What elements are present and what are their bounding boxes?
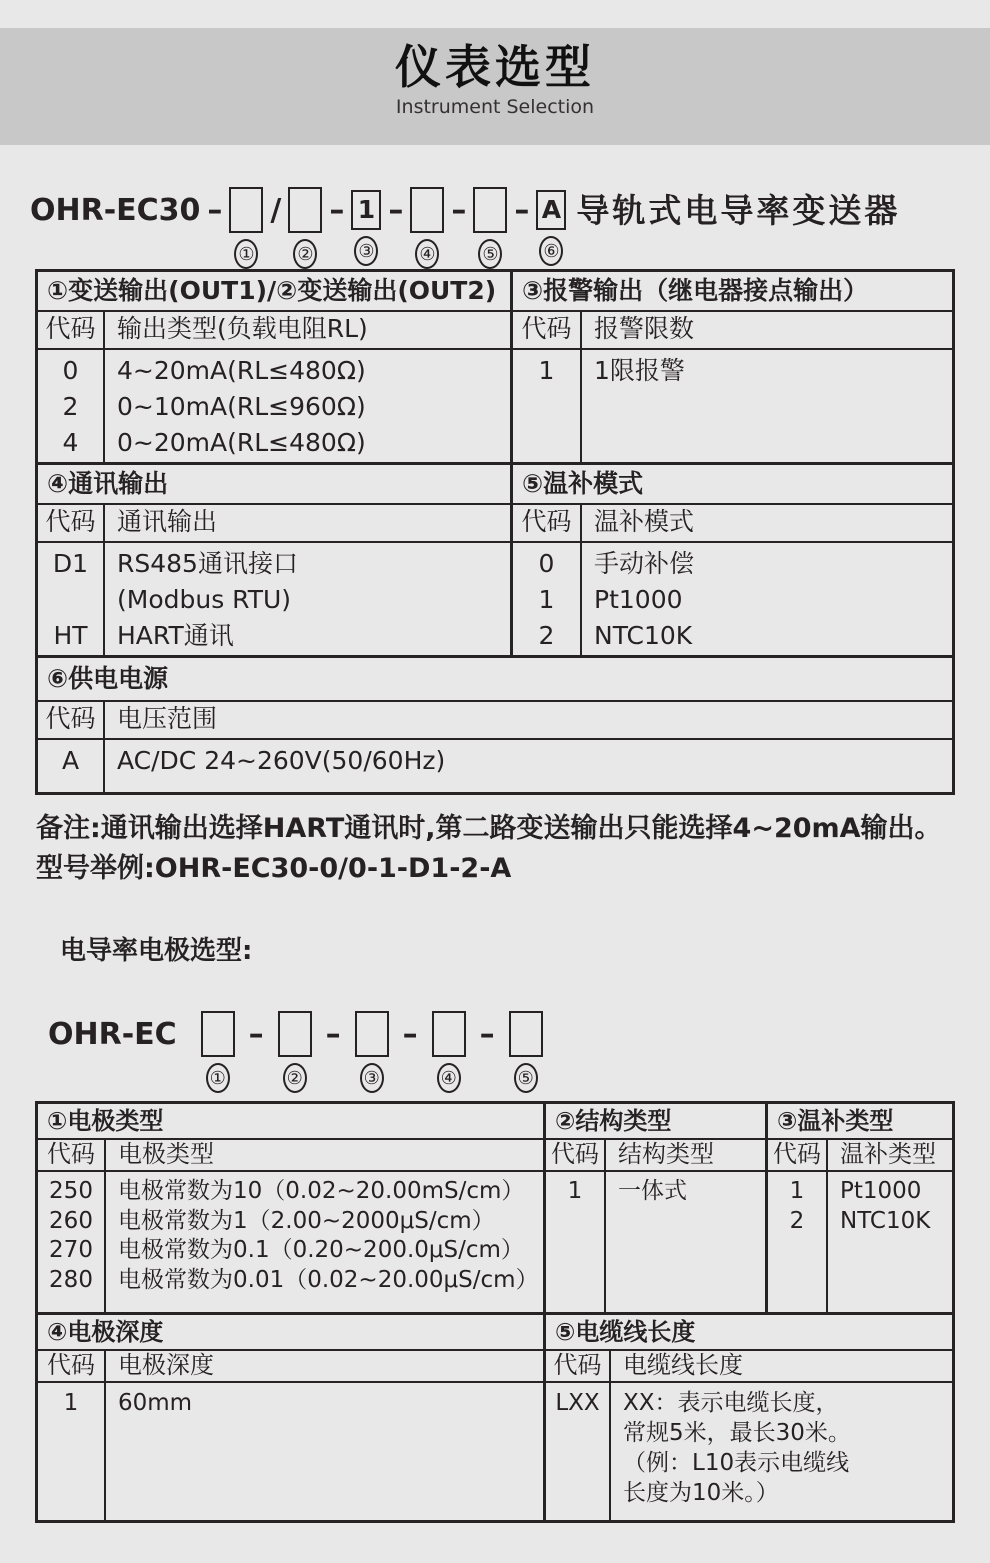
model-box-3: 1 — [351, 190, 381, 230]
desc-header-cell: 报警限数 — [594, 314, 695, 343]
section-header-row — [38, 1351, 543, 1383]
model-box-4 — [410, 187, 444, 233]
code-header-cell: 代码 — [546, 1351, 611, 1381]
circled-number-3: ③ — [360, 1063, 384, 1093]
code-cell — [38, 543, 105, 655]
desc-value: NTC10K — [594, 621, 693, 650]
model-separator: / — [270, 193, 282, 228]
code-value: 0 — [62, 356, 79, 385]
circled-number-5: ⑤ — [514, 1063, 538, 1093]
model-slot-1 — [229, 187, 263, 269]
circled-number-3: ③ — [354, 236, 378, 266]
desc-value: 0~20mA(RL≤480Ω) — [117, 428, 366, 457]
section-title: ⑤温补模式 — [513, 465, 952, 505]
desc-value: AC/DC 24~260V(50/60Hz) — [117, 746, 446, 775]
model-box-1 — [229, 187, 263, 233]
model-slot-6 — [536, 187, 566, 266]
electrode-selection-table — [35, 1101, 955, 1523]
model-prefix: OHR-EC — [48, 1017, 177, 1052]
code-value: A — [61, 746, 80, 775]
section-title: ①变送输出(OUT1)/②变送输出(OUT2) — [38, 272, 510, 312]
model-separator: – — [479, 1017, 495, 1052]
model-box-2 — [278, 1011, 312, 1057]
section-body — [513, 350, 952, 462]
section-tempcomp-type — [765, 1104, 952, 1312]
code-value: 1 — [567, 1178, 583, 1204]
table1-band-power — [38, 655, 952, 792]
model-separator: – — [514, 193, 530, 228]
model-separator: – — [207, 193, 223, 228]
code-value: 1 — [789, 1178, 805, 1204]
code-value: 280 — [49, 1266, 93, 1293]
section-header-row — [513, 312, 952, 350]
desc-cell — [582, 350, 952, 462]
desc-value: RS485通讯接口 — [117, 549, 298, 578]
circled-number-1: ① — [234, 239, 258, 269]
notes-block — [36, 809, 990, 889]
model-box-1 — [201, 1011, 235, 1057]
code-value: 2 — [538, 621, 555, 650]
desc-value: （例：L10表示电缆线 — [623, 1450, 850, 1476]
desc-header-cell: 通讯输出 — [117, 507, 218, 536]
desc-header-cell: 温补模式 — [594, 507, 695, 536]
code-cell — [546, 1383, 611, 1520]
desc-value: NTC10K — [840, 1207, 931, 1234]
note-remark: 备注:通讯输出选择HART通讯时,第二路变送输出只能选择4~20mA输出。 — [36, 813, 942, 844]
model-slot-3 — [351, 187, 381, 266]
desc-header-cell: 电极深度 — [118, 1351, 214, 1379]
desc-cell — [828, 1172, 952, 1312]
desc-header-cell: 电缆线长度 — [623, 1351, 743, 1379]
section-structure-type — [543, 1104, 765, 1312]
model-slot-2 — [288, 187, 322, 269]
code-value: 2 — [62, 392, 79, 421]
section-header-row — [513, 505, 952, 543]
code-value: LXX — [555, 1390, 600, 1416]
desc-header-cell: 温补类型 — [840, 1140, 936, 1168]
circled-number-4: ④ — [437, 1063, 461, 1093]
model-separator: – — [451, 193, 467, 228]
section-transmit-output — [38, 272, 510, 462]
model-box-5 — [473, 187, 507, 233]
model-slot-5 — [509, 1011, 543, 1093]
model-slot-1 — [201, 1011, 235, 1093]
code-cell — [38, 350, 105, 462]
model-separator: – — [329, 193, 345, 228]
desc-value: (Modbus RTU) — [117, 585, 292, 614]
circled-number-4: ④ — [415, 239, 439, 269]
circled-number-2: ② — [293, 239, 317, 269]
section-cable-length — [543, 1315, 952, 1520]
code-cell — [768, 1172, 828, 1312]
section-body — [38, 740, 952, 792]
section-header-row — [768, 1140, 952, 1172]
section-title: ④电极深度 — [38, 1315, 543, 1351]
code-header-cell: 代码 — [38, 312, 105, 348]
desc-value: 60mm — [118, 1390, 193, 1416]
code-header-cell: 代码 — [768, 1140, 828, 1170]
desc-value: 电极常数为0.1（0.20~200.0μS/cm） — [118, 1237, 524, 1263]
desc-value: 电极常数为1（2.00~2000μS/cm） — [118, 1207, 495, 1234]
model-code-line-electrode — [48, 1011, 990, 1093]
section-title: ⑤电缆线长度 — [546, 1315, 952, 1351]
model-box-4 — [432, 1011, 466, 1057]
section-title: ④通讯输出 — [38, 465, 510, 505]
table2-band-type-structure-tempcomp — [38, 1104, 952, 1312]
desc-cell — [106, 1383, 543, 1520]
circled-number-6: ⑥ — [539, 236, 563, 266]
section-header-row — [38, 702, 952, 740]
desc-value: HART通讯 — [117, 621, 234, 650]
section-header-row — [38, 1140, 543, 1172]
model-slot-3 — [355, 1011, 389, 1093]
circled-number-5: ⑤ — [478, 239, 502, 269]
desc-cell — [582, 543, 952, 655]
code-value: 250 — [49, 1178, 93, 1204]
desc-cell — [105, 350, 510, 462]
section-title: ①电极类型 — [38, 1104, 543, 1140]
desc-cell — [611, 1383, 952, 1520]
section-electrode-depth — [38, 1315, 543, 1520]
section-power-supply — [38, 658, 952, 792]
code-header-cell: 代码 — [546, 1140, 606, 1170]
model-box-6: A — [536, 190, 566, 230]
code-value: 260 — [49, 1207, 93, 1234]
code-value: D1 — [52, 549, 89, 578]
model-code-line-transmitter — [30, 187, 990, 269]
code-value: 1 — [63, 1390, 79, 1416]
page-top-margin — [0, 0, 990, 28]
code-header-cell: 代码 — [38, 505, 105, 541]
section-header-row — [546, 1351, 952, 1383]
electrode-selection-heading: 电导率电极选型: — [60, 936, 253, 966]
section-body — [546, 1383, 952, 1520]
desc-cell — [105, 740, 952, 792]
section-body — [38, 543, 510, 655]
section-alarm-output — [510, 272, 952, 462]
code-header-cell: 代码 — [513, 505, 582, 541]
model-prefix: OHR-EC30 — [30, 193, 201, 228]
code-value: 4 — [62, 428, 79, 457]
desc-value: 1限报警 — [594, 356, 685, 385]
section-body — [38, 350, 510, 462]
section-body — [768, 1172, 952, 1312]
code-cell — [513, 543, 582, 655]
section-electrode-type — [38, 1104, 543, 1312]
section-title: ③报警输出（继电器接点输出） — [513, 272, 952, 312]
section-body — [513, 543, 952, 655]
section-header-row — [38, 312, 510, 350]
model-box-3 — [355, 1011, 389, 1057]
code-value: 1 — [538, 356, 555, 385]
code-value — [38, 582, 103, 618]
circled-number-2: ② — [283, 1063, 307, 1093]
page-title: 仪表选型 — [395, 40, 595, 94]
section-title: ③温补类型 — [768, 1104, 952, 1140]
model-separator: – — [388, 193, 404, 228]
model-slot-2 — [278, 1011, 312, 1093]
model-product-name: 导轨式电导率变送器 — [576, 191, 901, 230]
desc-value: 常规5米，最长30米。 — [623, 1420, 851, 1446]
code-value: 2 — [789, 1207, 805, 1234]
desc-cell — [606, 1172, 765, 1312]
code-value: 0 — [538, 549, 555, 578]
model-slot-4 — [410, 187, 444, 269]
code-value: 270 — [49, 1237, 93, 1263]
code-header-cell: 代码 — [38, 1351, 106, 1381]
desc-value: 4~20mA(RL≤480Ω) — [117, 356, 366, 385]
note-model-example: 型号举例:OHR-EC30-0/0-1-D1-2-A — [36, 853, 512, 884]
desc-value: Pt1000 — [840, 1178, 922, 1204]
model-box-5 — [509, 1011, 543, 1057]
table1-band-output-alarm — [38, 272, 952, 462]
code-header-cell: 代码 — [513, 312, 582, 348]
section-title: ⑥供电电源 — [38, 658, 952, 702]
desc-value: XX：表示电缆长度， — [623, 1390, 839, 1416]
section-body — [38, 1172, 543, 1312]
section-tempcomp-mode — [510, 465, 952, 655]
code-cell — [38, 1172, 106, 1312]
model-slot-4 — [432, 1011, 466, 1093]
section-body — [38, 1383, 543, 1520]
desc-value: Pt1000 — [594, 585, 683, 614]
page-subtitle: Instrument Selection — [395, 96, 595, 118]
code-header-cell: 代码 — [38, 1140, 106, 1170]
desc-header-cell: 电压范围 — [117, 704, 218, 733]
model-slot-5 — [473, 187, 507, 269]
desc-value: 长度为10米。） — [623, 1480, 779, 1506]
section-body — [546, 1172, 765, 1312]
code-value: HT — [53, 621, 88, 650]
model-box-2 — [288, 187, 322, 233]
code-cell — [513, 350, 582, 462]
code-value: 1 — [538, 585, 555, 614]
desc-cell — [105, 543, 510, 655]
desc-cell — [106, 1172, 543, 1312]
desc-value: 一体式 — [618, 1178, 687, 1204]
code-cell — [38, 1383, 106, 1520]
code-cell — [38, 740, 105, 792]
transmitter-selection-table — [35, 269, 955, 795]
desc-value: 手动补偿 — [594, 549, 695, 578]
model-separator: – — [325, 1017, 341, 1052]
desc-value: 电极常数为0.01（0.02~20.00μS/cm） — [118, 1266, 539, 1293]
section-title: ②结构类型 — [546, 1104, 765, 1140]
section-header-row — [38, 505, 510, 543]
circled-number-1: ① — [206, 1063, 230, 1093]
section-header-row — [546, 1140, 765, 1172]
desc-header-cell: 结构类型 — [618, 1140, 714, 1168]
model-separator: – — [402, 1017, 418, 1052]
desc-header-cell: 输出类型(负载电阻RL) — [117, 314, 368, 343]
table2-band-depth-cable — [38, 1312, 952, 1520]
title-banner — [0, 28, 990, 145]
desc-value: 0~10mA(RL≤960Ω) — [117, 392, 366, 421]
desc-value: 电极常数为10（0.02~20.00mS/cm） — [118, 1178, 525, 1204]
table1-band-comm-tempcomp — [38, 462, 952, 655]
code-header-cell: 代码 — [38, 702, 105, 738]
model-separator: – — [248, 1017, 264, 1052]
desc-header-cell: 电极类型 — [118, 1140, 214, 1168]
code-cell — [546, 1172, 606, 1312]
section-communication-output — [38, 465, 510, 655]
